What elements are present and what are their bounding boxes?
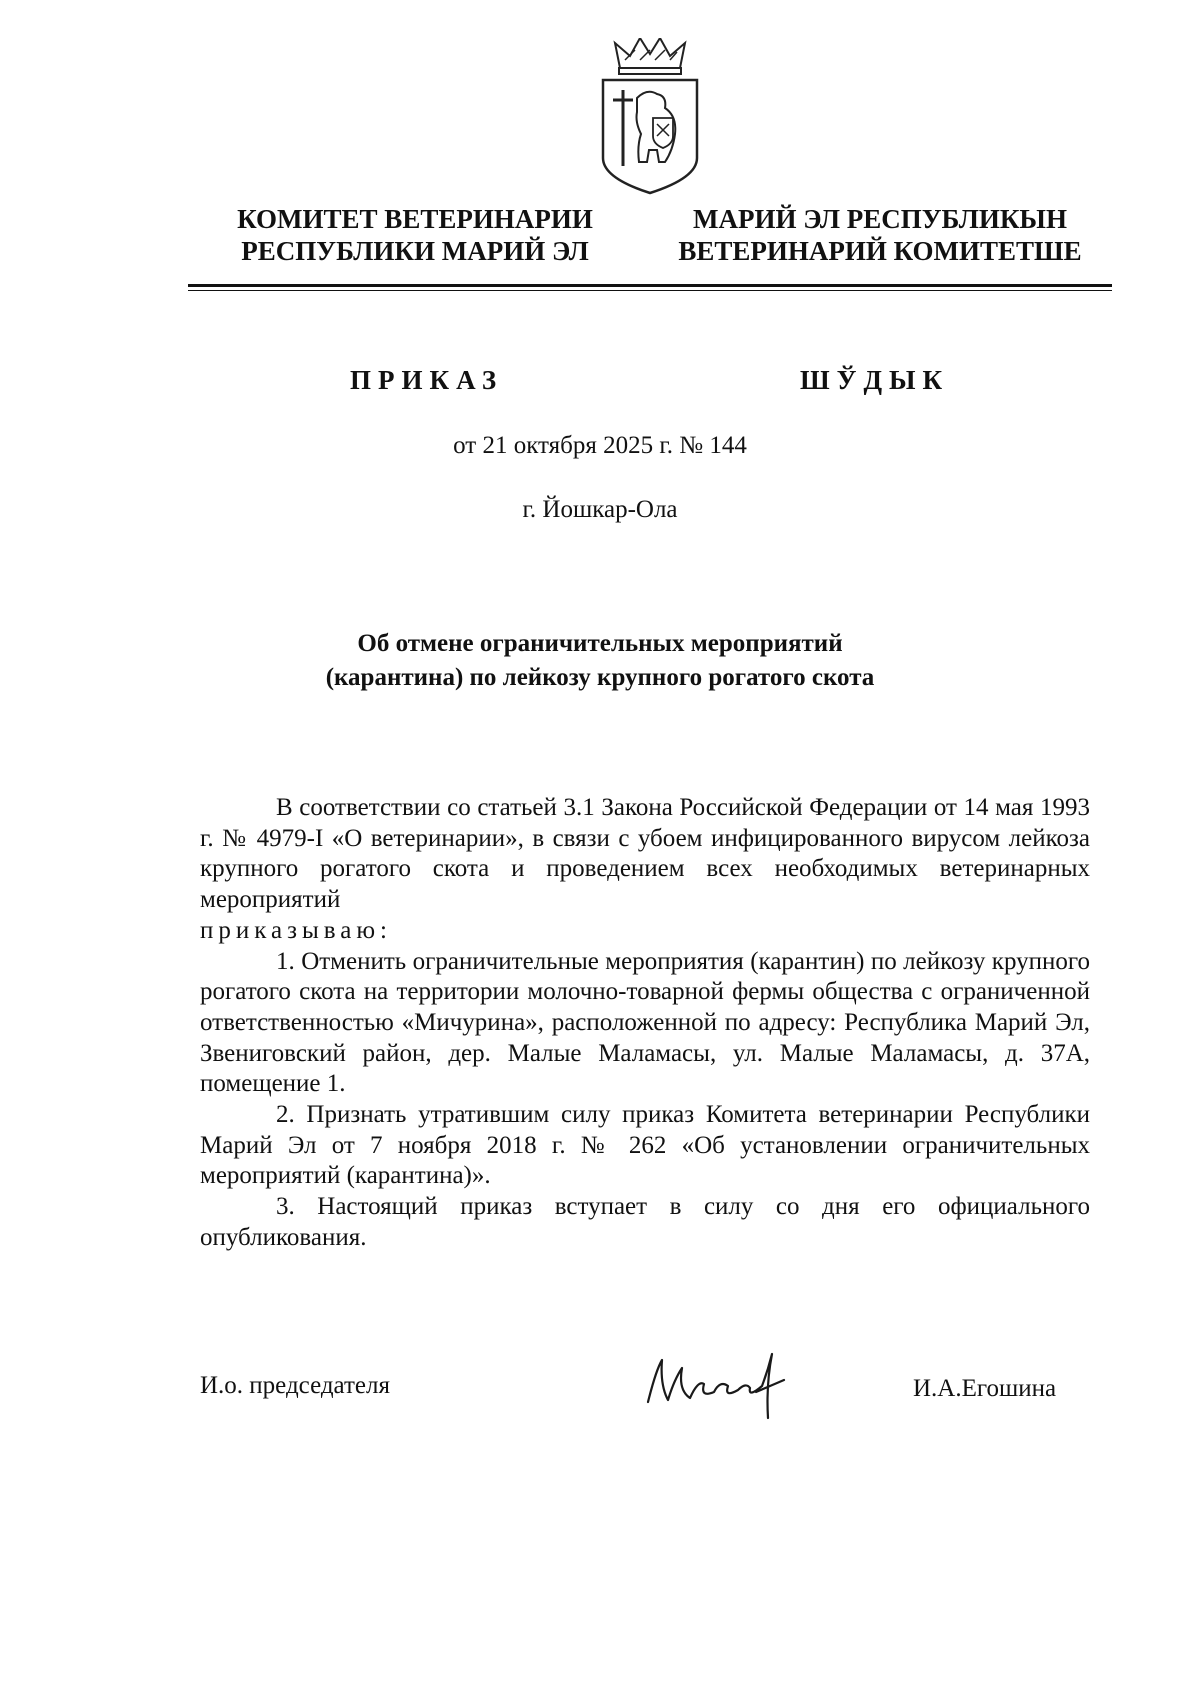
doc-city: г. Йошкар-Ола (522, 496, 678, 523)
item-3: 3. Настоящий приказ вступает в силу со дня его официального опубликования. (200, 1193, 1090, 1251)
doc-body (200, 793, 1090, 1254)
coat-of-arms-icon (595, 38, 705, 198)
org-name-russian: КОМИТЕТ ВЕТЕРИНАРИИ РЕСПУБЛИКИ МАРИЙ ЭЛ (237, 204, 593, 266)
doc-type-mari: ШЎДЫК (800, 365, 950, 395)
intro-paragraph: В соответствии со статьей 3.1 Закона Российской Федерации от 14 мая 1993 г. № 4979-I «О ветеринарии», в связи с убоем инфицированного вирусом лейкоза крупного рогатого скота и проведением всех необходимых ветеринарных мероприятий приказываю: (200, 794, 1090, 944)
item-2: 2. Признать утратившим силу приказ Комитета ветеринарии Республики Марий Эл от 7 ноября 2018 г. № 262 «Об установлении ограничительных мероприятий (карантина)». (200, 1101, 1090, 1190)
header-divider-thick (188, 284, 1112, 287)
org-name-mari: МАРИЙ ЭЛ РЕСПУБЛИКЫН ВЕТЕРИНАРИЙ КОМИТЕТШЕ (678, 204, 1082, 266)
signatory-name: И.А.Егошина (913, 1375, 1057, 1402)
header-divider-thin (188, 290, 1112, 291)
doc-type-russian: ПРИКАЗ (350, 365, 504, 395)
item-1: 1. Отменить ограничительные мероприятия (карантин) по лейкозу крупного рогатого скота на территории молочно-товарной фермы общества с ограниченной ответственностью «Мичурина», расположенной по адресу: Республика Марий Эл, Звениговский район, дер. Малые Маламасы, ул. Малые Маламасы, д. 37А, помещение 1. (200, 947, 1090, 1098)
signatory-position: И.о. председателя (200, 1372, 391, 1399)
doc-title: Об отмене ограничительных мероприятий (карантина) по лейкозу крупного рогатого скота (325, 630, 875, 691)
decree-word: приказываю: (200, 916, 392, 944)
handwritten-signature (638, 1340, 818, 1420)
doc-date-number: от 21 октября 2025 г. № 144 (453, 432, 747, 459)
